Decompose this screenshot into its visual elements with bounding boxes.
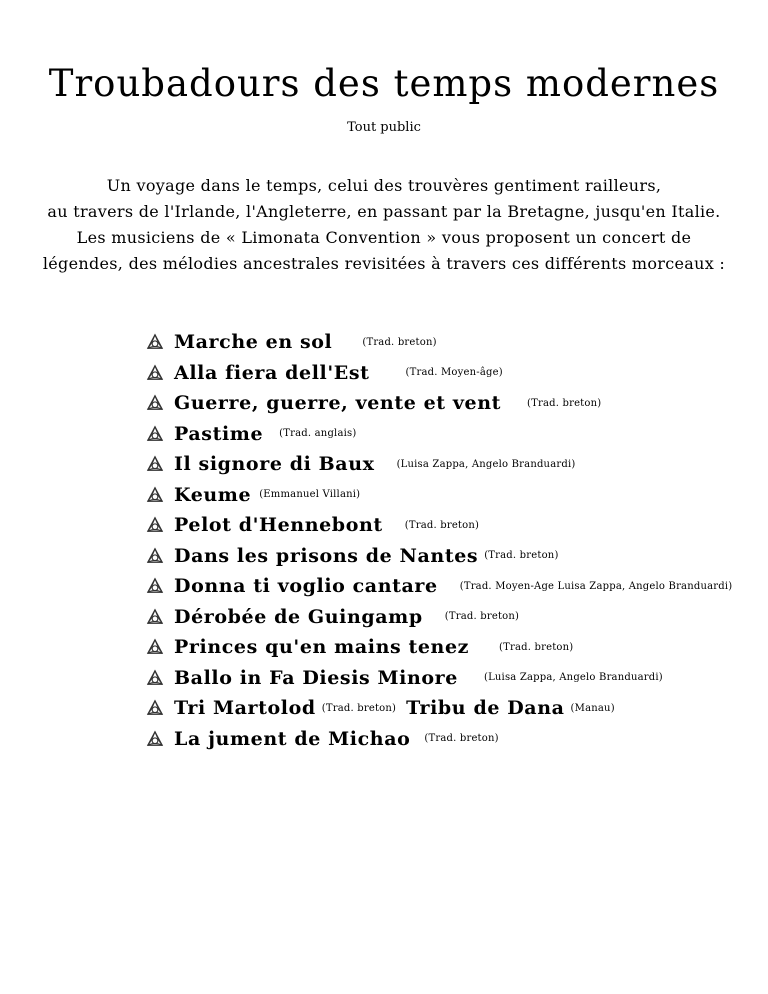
song-title: Marche en sol [174, 331, 333, 354]
celtic-triquetra-icon [146, 638, 164, 656]
song-credit: (Trad. breton) [499, 641, 574, 653]
song-item [146, 602, 746, 633]
song-item [146, 663, 746, 694]
celtic-triquetra-icon [146, 730, 164, 748]
song-item [146, 541, 746, 572]
audience-label: Tout public [347, 120, 421, 135]
celtic-triquetra-icon [146, 699, 164, 717]
song-item [146, 571, 746, 602]
celtic-triquetra-icon [146, 455, 164, 473]
song-title: La jument de Michao [174, 727, 411, 750]
song-list [146, 327, 746, 754]
song-credit: (Trad. breton) [404, 519, 480, 531]
song-title: Il signore di Baux [174, 453, 375, 476]
song-credit: (Trad. breton) [527, 397, 602, 409]
celtic-triquetra-icon [146, 547, 164, 565]
song-title: Princes qu'en mains tenez [174, 636, 470, 659]
song-title: Pastime [174, 422, 264, 445]
song-item [146, 327, 746, 358]
song-title: Tribu de Dana [406, 697, 565, 720]
celtic-triquetra-icon [146, 364, 164, 382]
song-title: Pelot d'Hennebont [174, 514, 383, 537]
song-title: Dérobée de Guingamp [174, 605, 423, 628]
celtic-triquetra-icon [146, 516, 164, 534]
celtic-triquetra-icon [146, 486, 164, 504]
song-credit: (Emmanuel Villani) [259, 489, 361, 501]
song-credit: (Trad. breton) [321, 702, 397, 714]
song-title: Alla fiera dell'Est [174, 361, 370, 384]
song-item [146, 510, 746, 541]
intro-line: au travers de l'Irlande, l'Angleterre, en passant par la Bretagne, jusqu'en Italie. [47, 202, 721, 221]
song-item [146, 693, 746, 724]
intro-line: Un voyage dans le temps, celui des trouvères gentiment railleurs, [106, 176, 662, 195]
song-item [146, 724, 746, 755]
song-item [146, 632, 746, 663]
song-credit: (Trad. breton) [444, 611, 520, 623]
song-title: Tri Martolod [174, 697, 316, 720]
song-item [146, 388, 746, 419]
song-title: Guerre, guerre, vente et vent [174, 392, 502, 415]
celtic-triquetra-icon [146, 608, 164, 626]
song-title: Keume [174, 483, 252, 506]
song-credit: (Trad. breton) [484, 550, 559, 562]
song-title: Dans les prisons de Nantes [174, 544, 479, 567]
song-title: Donna ti voglio cantare [174, 575, 438, 598]
celtic-triquetra-icon [146, 577, 164, 595]
song-title: Ballo in Fa Diesis Minore [174, 666, 458, 689]
song-credit: (Trad. breton) [362, 336, 437, 348]
song-item [146, 419, 746, 450]
song-item [146, 480, 746, 511]
song-credit: (Trad. Moyen-âge) [405, 367, 503, 379]
intro-line: légendes, des mélodies ancestrales revisitées à travers ces différents morceaux : [42, 254, 726, 273]
page-title: Troubadours des temps modernes [48, 62, 720, 105]
song-credit: (Trad. breton) [424, 733, 499, 745]
intro-paragraph [20, 173, 748, 277]
song-credit: (Trad. Moyen-Age Luisa Zappa, Angelo Branduardi) [459, 580, 733, 592]
celtic-triquetra-icon [146, 394, 164, 412]
song-credit: (Trad. anglais) [279, 428, 357, 440]
celtic-triquetra-icon [146, 425, 164, 443]
song-credit: (Luisa Zappa, Angelo Branduardi) [483, 672, 663, 684]
celtic-triquetra-icon [146, 333, 164, 351]
intro-line: Les musiciens de « Limonata Convention » vous proposent un concert de [76, 228, 692, 247]
song-item [146, 358, 746, 389]
song-credit: (Manau) [570, 702, 615, 714]
celtic-triquetra-icon [146, 669, 164, 687]
song-item [146, 449, 746, 480]
song-credit: (Luisa Zappa, Angelo Branduardi) [396, 458, 576, 470]
